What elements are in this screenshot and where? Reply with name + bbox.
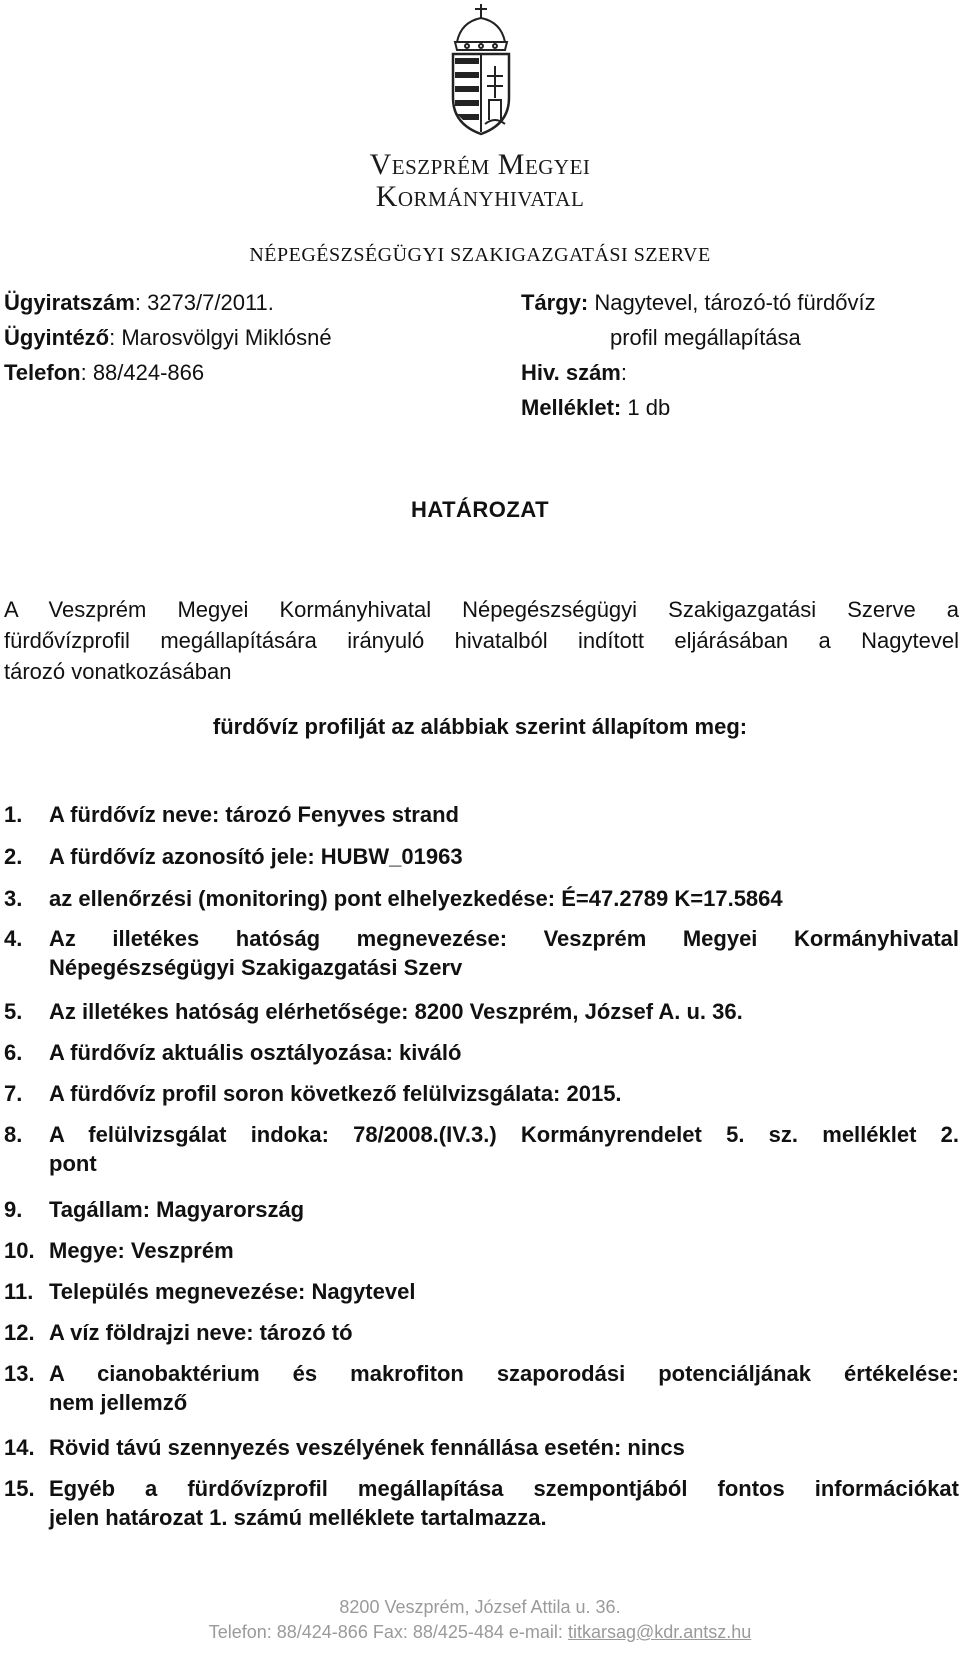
item-text: A fürdővíz profil soron következő felülvizsgálata: 2015. (49, 1081, 622, 1106)
list-item (4, 884, 959, 913)
list-item (4, 1236, 959, 1265)
item-text-continued: Népegészségügyi Szakigazgatási Szerv (49, 955, 463, 980)
item-text: Az illetékes hatóság megnevezése: Veszprém Megyei Kormányhivatal (49, 926, 959, 951)
list-item (4, 997, 959, 1026)
item-number: 4. (4, 926, 23, 951)
item-number: 7. (4, 1081, 23, 1106)
coat-of-arms-icon (443, 2, 519, 138)
list-item (4, 1474, 959, 1532)
attachment: Melléklet: 1 db (521, 395, 671, 420)
item-text: Település megnevezése: Nagytevel (49, 1279, 416, 1304)
department-name: NÉPEGÉSZSÉGÜGYI SZAKIGAZGATÁSI SZERVE (249, 244, 711, 266)
item-text: A fürdővíz aktuális osztályozása: kiváló (49, 1040, 462, 1065)
item-text-continued: jelen határozat 1. számú melléklete tartalmazza. (49, 1505, 547, 1530)
list-item (4, 1318, 959, 1347)
item-number: 14. (4, 1435, 35, 1460)
intro-line: A Veszprém Megyei Kormányhivatal Népegészségügyi Szakigazgatási Szerve a (4, 597, 959, 622)
item-number: 1. (4, 802, 23, 827)
item-number: 12. (4, 1320, 35, 1345)
item-number: 13. (4, 1361, 35, 1386)
list-item (4, 1433, 959, 1462)
item-number: 3. (4, 886, 23, 911)
list-item (4, 1359, 959, 1417)
item-number: 10. (4, 1238, 35, 1263)
case-officer: Ügyintéző: Marosvölgyi Miklósné (4, 325, 332, 350)
org-name-line1: Veszprém Megyei (369, 148, 591, 181)
org-name-line2: Kormányhivatal (375, 180, 585, 213)
list-item (4, 842, 959, 871)
item-number: 15. (4, 1476, 35, 1501)
item-number: 5. (4, 999, 23, 1024)
intro-line: fürdővízprofil megállapítására irányuló hivatalból indított eljárásában a Nagytevel (4, 628, 959, 653)
item-text: az ellenőrzési (monitoring) pont elhelyezkedése: É=47.2789 K=17.5864 (49, 886, 783, 911)
list-item (4, 800, 959, 829)
item-number: 8. (4, 1122, 23, 1147)
intro-paragraph (4, 594, 959, 687)
item-number: 11. (4, 1279, 34, 1304)
list-item (4, 1079, 959, 1108)
list-item (4, 1038, 959, 1067)
item-text: A fürdővíz neve: tározó Fenyves strand (49, 802, 459, 827)
item-text: Egyéb a fürdővízprofil megállapítása szempontjából fontos információkat (49, 1476, 959, 1501)
item-text: Megye: Veszprém (49, 1238, 234, 1263)
item-text: A felülvizsgálat indoka: 78/2008.(IV.3.) Kormányrendelet 5. sz. melléklet 2. (49, 1122, 959, 1147)
phone-number: Telefon: 88/424-866 (4, 360, 205, 385)
document-title: HATÁROZAT (410, 497, 550, 522)
list-item (4, 1277, 959, 1306)
subject-continued: profil megállapítása (610, 325, 801, 350)
item-text: Az illetékes hatóság elérhetősége: 8200 Veszprém, József A. u. 36. (49, 999, 743, 1024)
case-number: Ügyiratszám: 3273/7/2011. (4, 290, 274, 315)
item-text-continued: nem jellemző (49, 1390, 188, 1415)
item-number: 2. (4, 844, 23, 869)
subject: Tárgy: Nagytevel, tározó-tó fürdővíz (521, 290, 876, 315)
list-item (4, 1120, 959, 1178)
item-text: Tagállam: Magyarország (49, 1197, 305, 1222)
list-item (4, 1195, 959, 1224)
item-text: A fürdővíz azonosító jele: HUBW_01963 (49, 844, 463, 869)
intro-line: tározó vonatkozásában (4, 659, 232, 684)
footer-contact: Telefon: 88/424-866 Fax: 88/425-484 e-mail: titkarsag@kdr.antsz.hu (208, 1622, 752, 1642)
list-item (4, 924, 959, 982)
item-text: A cianobaktérium és makrofiton szaporodási potenciáljának értékelése: (49, 1361, 959, 1386)
item-text-continued: pont (49, 1151, 97, 1176)
item-text: A víz földrajzi neve: tározó tó (49, 1320, 353, 1345)
footer-address: 8200 Veszprém, József Attila u. 36. (339, 1597, 621, 1617)
item-text: Rövid távú szennyezés veszélyének fennállása esetén: nincs (49, 1435, 685, 1460)
item-number: 6. (4, 1040, 23, 1065)
decision-statement: fürdővíz profilját az alábbiak szerint állapítom meg: (212, 714, 748, 739)
reference-number: Hiv. szám: (521, 360, 627, 385)
email-link[interactable]: titkarsag@kdr.antsz.hu (567, 1622, 752, 1642)
item-number: 9. (4, 1197, 23, 1222)
